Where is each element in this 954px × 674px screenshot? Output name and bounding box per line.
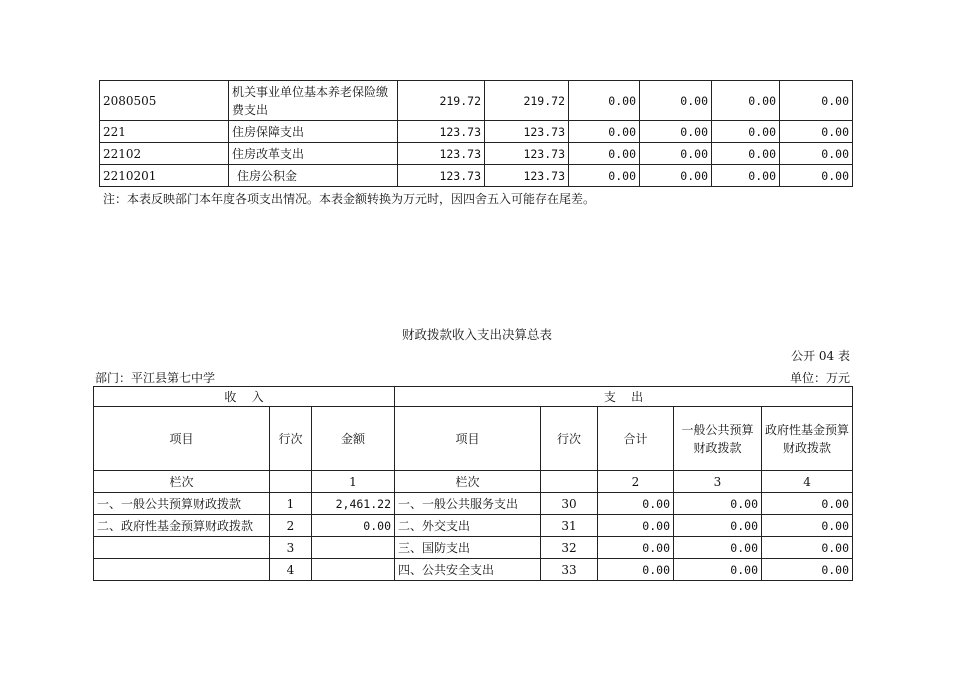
- income-line: 3: [270, 537, 312, 559]
- table-row: [94, 537, 853, 559]
- col-number: 4: [762, 471, 853, 493]
- income-amount: 0.00: [312, 515, 395, 537]
- col-number: 3: [674, 471, 762, 493]
- row-value: 219.72: [398, 81, 485, 121]
- expense-item: 四、公共安全支出: [395, 559, 541, 581]
- row-value: 123.73: [485, 143, 569, 165]
- row-value: 123.73: [398, 165, 485, 187]
- expense-item: 三、国防支出: [395, 537, 541, 559]
- row-value: 219.72: [485, 81, 569, 121]
- row-value: 0.00: [780, 121, 853, 143]
- header-total: 合计: [598, 407, 674, 471]
- row-code: 221: [100, 121, 229, 143]
- table-row: [94, 515, 853, 537]
- income-line: 2: [270, 515, 312, 537]
- expenditure-detail-table: [99, 80, 853, 187]
- expense-general: 0.00: [674, 559, 762, 581]
- expense-fund: 0.00: [762, 559, 853, 581]
- income-item: [94, 559, 270, 581]
- table-row: [94, 493, 853, 515]
- row-value: 0.00: [640, 143, 712, 165]
- expense-header: 支 出: [395, 387, 853, 407]
- form-number: 公开 04 表: [791, 349, 850, 363]
- income-line: 4: [270, 559, 312, 581]
- row-name: 住房保障支出: [229, 121, 398, 143]
- row-name: 住房公积金: [229, 165, 398, 187]
- income-amount: [312, 537, 395, 559]
- column-number-row: [94, 471, 853, 493]
- table-row: [100, 143, 853, 165]
- income-item: 二、政府性基金预算财政拨款: [94, 515, 270, 537]
- expense-total: 0.00: [598, 537, 674, 559]
- row-value: 123.73: [485, 121, 569, 143]
- table-note: 注：本表反映部门本年度各项支出情况。本表金额转换为万元时，因四舍五入可能存在尾差。: [103, 192, 596, 206]
- empty-cell: [270, 471, 312, 493]
- header-fund-budget: 政府性基金预算财政拨款: [762, 407, 853, 471]
- column-header-row: [94, 407, 853, 471]
- expense-line: 33: [541, 559, 598, 581]
- row-name: 住房改革支出: [229, 143, 398, 165]
- row-value: 0.00: [569, 165, 640, 187]
- row-value: 0.00: [640, 81, 712, 121]
- section-header-row: [94, 387, 853, 407]
- row-code: 2080505: [100, 81, 229, 121]
- row-name: 机关事业单位基本养老保险缴费支出: [229, 81, 398, 121]
- row-code: 2210201: [100, 165, 229, 187]
- income-line: 1: [270, 493, 312, 515]
- expense-line: 30: [541, 493, 598, 515]
- row-value: 0.00: [569, 143, 640, 165]
- income-item: [94, 537, 270, 559]
- row-value: 0.00: [712, 121, 780, 143]
- expense-line: 32: [541, 537, 598, 559]
- row-value: 123.73: [398, 121, 485, 143]
- income-amount: 2,461.22: [312, 493, 395, 515]
- row-value: 0.00: [640, 121, 712, 143]
- expense-fund: 0.00: [762, 537, 853, 559]
- expense-general: 0.00: [674, 493, 762, 515]
- row-value: 123.73: [398, 143, 485, 165]
- table-row: [94, 559, 853, 581]
- expense-item: 一、一般公共服务支出: [395, 493, 541, 515]
- table-row: [100, 81, 853, 121]
- row-value: 0.00: [780, 81, 853, 121]
- expense-fund: 0.00: [762, 493, 853, 515]
- row-value: 0.00: [569, 81, 640, 121]
- row-value: 0.00: [780, 143, 853, 165]
- table-row: [100, 165, 853, 187]
- col-number: 2: [598, 471, 674, 493]
- row-value: 123.73: [485, 165, 569, 187]
- row-value: 0.00: [569, 121, 640, 143]
- expense-total: 0.00: [598, 515, 674, 537]
- row-value: 0.00: [712, 81, 780, 121]
- row-value: 0.00: [640, 165, 712, 187]
- expense-item: 二、外交支出: [395, 515, 541, 537]
- department-label: 部门：平江县第七中学: [95, 371, 216, 385]
- header-general-budget: 一般公共预算财政拨款: [674, 407, 762, 471]
- income-header: 收 入: [94, 387, 395, 407]
- expense-general: 0.00: [674, 537, 762, 559]
- expense-general: 0.00: [674, 515, 762, 537]
- unit-label: 单位：万元: [789, 371, 850, 385]
- row-value: 0.00: [780, 165, 853, 187]
- expense-total: 0.00: [598, 493, 674, 515]
- header-line: 行次: [270, 407, 312, 471]
- col-number: 1: [312, 471, 395, 493]
- income-item: 一、一般公共预算财政拨款: [94, 493, 270, 515]
- header-item: 项目: [94, 407, 270, 471]
- empty-cell: [541, 471, 598, 493]
- row-value: 0.00: [712, 143, 780, 165]
- expense-line: 31: [541, 515, 598, 537]
- col-label: 栏次: [94, 471, 270, 493]
- row-code: 22102: [100, 143, 229, 165]
- col-label: 栏次: [395, 471, 541, 493]
- header-amount: 金额: [312, 407, 395, 471]
- page-title: 财政拨款收入支出决算总表: [401, 327, 552, 342]
- fiscal-summary-table: [93, 386, 853, 581]
- income-amount: [312, 559, 395, 581]
- expense-fund: 0.00: [762, 515, 853, 537]
- header-exp-line: 行次: [541, 407, 598, 471]
- header-exp-item: 项目: [395, 407, 541, 471]
- expense-total: 0.00: [598, 559, 674, 581]
- row-value: 0.00: [712, 165, 780, 187]
- table-row: [100, 121, 853, 143]
